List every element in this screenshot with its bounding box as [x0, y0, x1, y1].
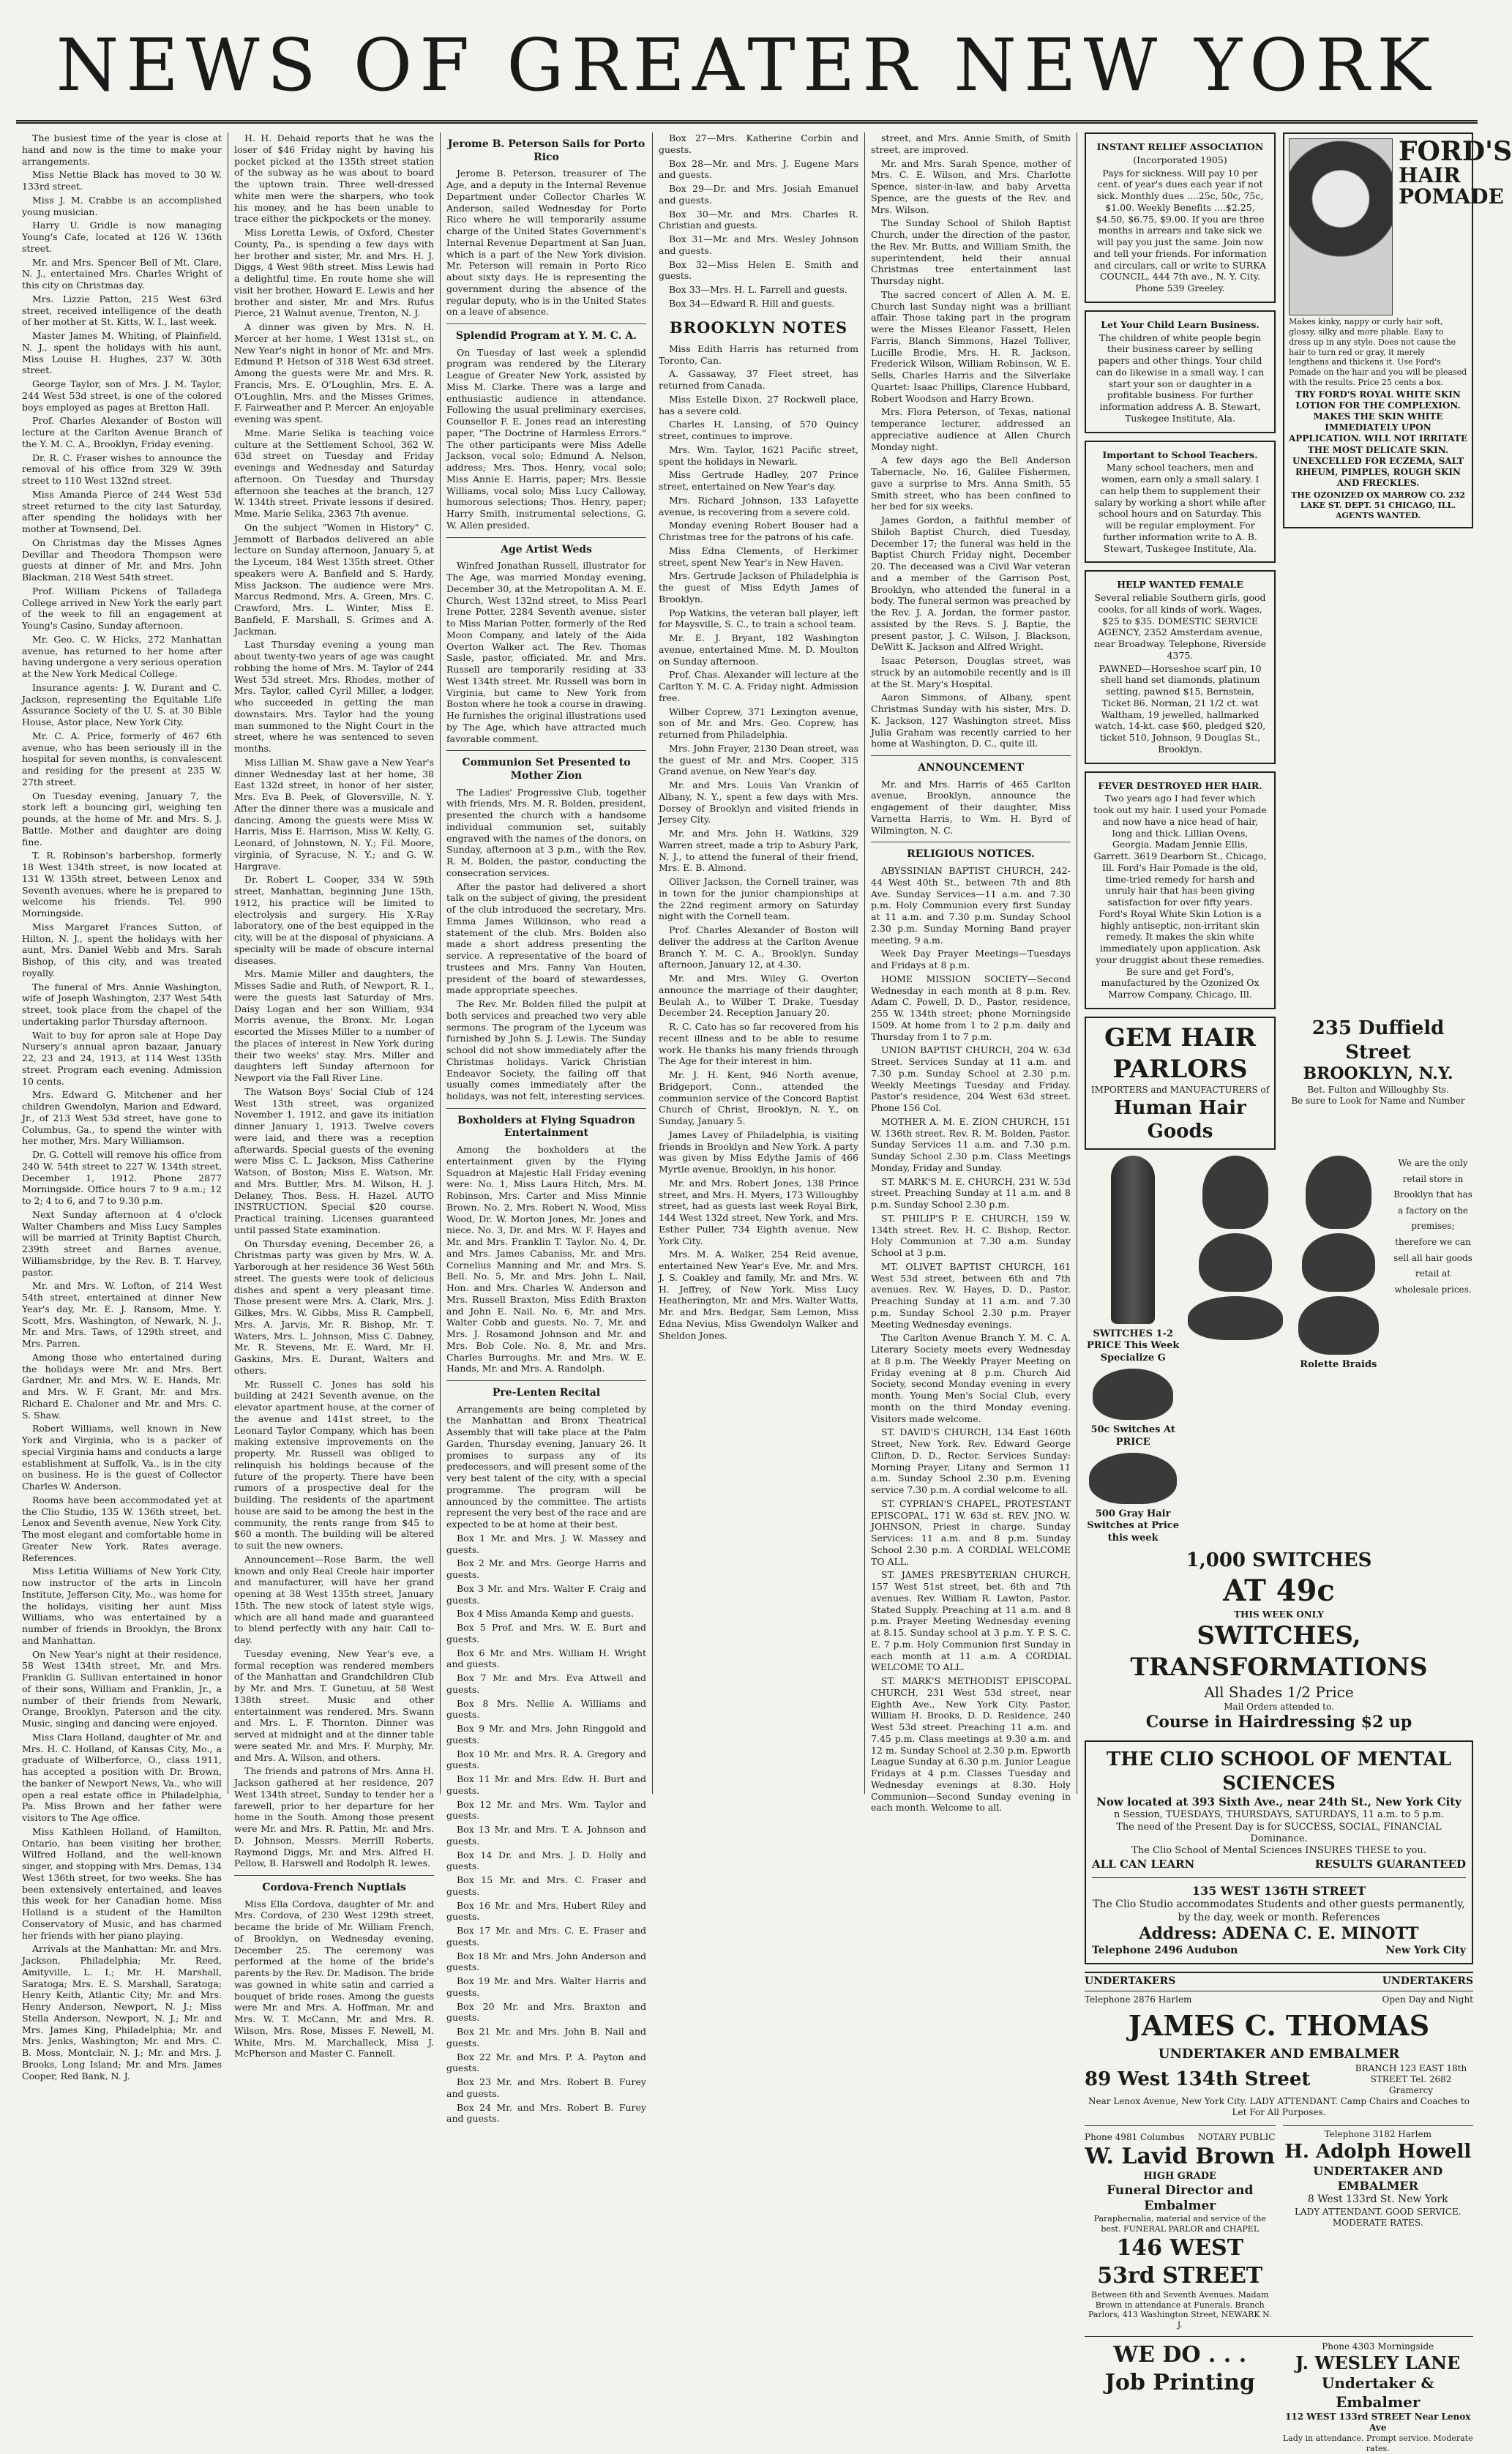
thomas-branch: BRANCH 123 EAST 18th STREET Tel. 2682 Gramercy: [1355, 2062, 1467, 2095]
ad-teachers-body: Many school teachers, men and women, earn only a small salary. I can help them to supplement their salary by working a short while after school hours and on Saturday. This will be regular employment. For further information write to A. B. Stewart, Tuskegee Institute, Ala.: [1094, 462, 1266, 554]
ford-ad: [1283, 132, 1512, 1017]
divider: [1092, 1877, 1466, 1878]
ad-clio-school: [1085, 1740, 1473, 1965]
paragraph: On New Year's night at their residence, 58 West 134th street, Mr. and Mrs. Franklin G. Sullivan entertained in honor of their sons, William and Franklin, Jr., a number of their friends from Newark, Orange, Brooklyn, Paterson and the city. Music, singing and dancing were enjoyed.: [22, 1648, 222, 1729]
brown-sub: Paraphernalia, material and service of the best. FUNERAL PARLOR and CHAPEL: [1093, 2214, 1266, 2234]
paragraph: On Tuesday evening, January 7, the stork left a bouncing girl, weighing ten pounds, at the home of Mr. and Mrs. S. J. Battle. Mother and daughter are doing fine.: [22, 790, 222, 848]
clio-location: Now located at 393 Sixth Ave., near 24th St., New York City: [1096, 1795, 1462, 1809]
thomas-address: 89 West 134th Street: [1085, 2068, 1311, 2091]
col3-ymca-paragraphs: [446, 347, 646, 531]
paragraph: Monday evening Robert Bouser had a Christmas tree for the patrons of his cafe.: [659, 520, 858, 543]
paragraph: Pop Watkins, the veteran ball player, left for Maysville, S. C., to train a school team.: [659, 607, 858, 630]
paragraph: Box 32—Miss Helen E. Smith and guests.: [659, 258, 858, 282]
thomas-name: JAMES C. THOMAS: [1128, 2009, 1430, 2043]
paragraph: Miss J. M. Crabbe is an accomplished young musician.: [22, 194, 222, 217]
ad-fords-pomade: [1283, 132, 1512, 528]
paragraph: Prof. William Pickens of Talladega College arrived in New York the early part of the week to fill an engagement at Young's Casino, Sunday afternoon.: [22, 585, 222, 631]
paragraph: Box 24 Mr. and Mrs. Robert B. Furey and guests.: [446, 2101, 646, 2125]
paragraph: Mrs. Mamie Miller and daughters, the Misses Sadie and Ruth, of Newport, R. I., were the guests last Saturday of Mrs. Daisy Logan and her son William, 934 Morris avenue, the Bronx. Mr. Logan escorted the Misses Miller to a number of the places of interest in New York during their two weeks' stay. Mrs. Miller and daughters left Sunday afternoon for Newport via the Fall River Line.: [234, 968, 434, 1083]
gem-caption-50c: 50c Switches At PRICE: [1090, 1424, 1175, 1448]
paragraph: ST. DAVID'S CHURCH, 134 East 160th Street, New York. Rev. Edward George Clifton, D. D., Rector. Services Sunday: Morning Prayer, Litany and Sermon 11 a.m. Sunday School 2.30 p.m. Evening service 7.30 p.m. A cordial welcome to all.: [871, 1426, 1071, 1495]
divider: [234, 1875, 434, 1876]
headline-brooklyn-notes: BROOKLYN NOTES: [669, 318, 848, 337]
paragraph: Isaac Peterson, Douglas street, was struck by an automobile recently and is ill at the St. Mary's Hospital.: [871, 655, 1071, 689]
col4-brooklyn-paragraphs: [659, 343, 858, 1342]
paragraph: A dinner was given by Mrs. N. H. Mercer at her home, 1 West 131st st., on New Year's night in honor of Mr. and Mrs. Edmund P. Hetson of 318 West 63d street. Among the guests were Mr. and Mrs. R. Francis, Mrs. E. O'Loughlin, Mrs. E. A. O'Loughlin, Mrs. and the Misses Grimes, F. Fairweather and P. Mercer. An enjoyable evening was spent.: [234, 321, 434, 424]
paragraph: Miss Lillian M. Shaw gave a New Year's dinner Wednesday last at her home, 38 East 132d street, in honor of her sister, Mrs. Eva B. Peek, of Gloversville, N. Y. After the dinner there was a musicale and dancing. Among the guests were Miss W. Harris, Miss E. Harrison, Miss W. Kelly, G. Leonard, of Johnstown, N. Y.; Fil. Moore, virginia, of Syracuse, N. Y.; and G. W. Hargrave.: [234, 756, 434, 872]
paragraph: Miss Ella Cordova, daughter of Mr. and Mrs. Cordova, of 230 West 129th street, became the bride of Mr. William French, of Brooklyn, on Wednesday evening, December 25. The ceremony was performed at the home of the bride's parents by the Rev. Dr. Madison. The bride was gowned in white satin and carried a bouquet of bride roses. Among the guests were Mr. and Mrs. A. Hoffman, Mr. and Mrs. W. T. McCann, Mr. and Mrs. R. Wilson, Mrs. Rose, Misses F. Newell, M. White, Mrs. M. Marchalleck, Miss J. McPherson and Master C. Fannell.: [234, 1898, 434, 2060]
gem-sub2: Human Hair Goods: [1114, 1096, 1246, 1143]
paragraph: Box 7 Mr. and Mrs. Eva Attwell and guests.: [446, 1672, 646, 1695]
gem-caption-gray: 500 Gray Hair Switches at Price this week: [1087, 1508, 1180, 1544]
hair-col-1: [1085, 1156, 1181, 1544]
paragraph: Charles H. Lansing, of 570 Quincy street, continues to improve.: [659, 419, 858, 442]
undertakers-label-left: UNDERTAKERS: [1085, 1975, 1176, 1988]
paragraph: ST. PHILIP'S P. E. CHURCH, 159 W. 134th street. Rev. H. C. Bishop, Rector. Holy Communion at 7.30 a.m. Sunday School at 3 p.m.: [871, 1212, 1071, 1258]
brown-title: Funeral Director and Embalmer: [1107, 2182, 1254, 2213]
headline-announcement: ANNOUNCEMENT: [918, 762, 1024, 774]
paragraph: Mr. and Mrs. W. Lofton, of 214 West 54th street, entertained at dinner New Year's day, Mr. E. J. Ransom, Mme. Y. Scott, Mrs. Washington, of Newark, N. J., Mr. and Mrs. Taws, of 129th street, and Mrs. Parren.: [22, 1280, 222, 1349]
paragraph: Winfred Jonathan Russell, illustrator for The Age, was married Monday evening, December 30, at the Metropolitan A. M. E. Church, West 132nd street, to Miss Pearl Irene Potter, 2284 Seventh avenue, sister to Miss Marian Potter, formerly of the Red Moon Company, and lately of the Aida Overton Walker act. The Rev. Thomas Sasle, pastor, officiated. Mr. and Mrs. Russell are temporarily residing at 33 West 134th street. Mr. Russell was born in Virginia, but came to New York from Boston where he took a course in drawing. He furnishes the original illustrations used by The Age, which have attracted much favorable comment.: [446, 560, 646, 744]
paragraph: Mr. and Mrs. Harris of 465 Carlton avenue, Brooklyn, announce the engagement of their daughter, Miss Varnetta Harris, to Wm. H. Byrd of Wilmington, N. C.: [871, 778, 1071, 836]
paragraph: Miss Margaret Frances Sutton, of Hilton, N. J., spent the holidays with her aunt, Mrs. Daniel Webb and Mrs. Sarah Bishop, of this city, and was treated royally.: [22, 921, 222, 979]
clio-insures: The Clio School of Mental Sciences INSURES THESE to you.: [1131, 1845, 1426, 1857]
we-do: WE DO . . .: [1113, 2342, 1247, 2368]
paragraph: Box 20 Mr. and Mrs. Braxton and guests.: [446, 2000, 646, 2024]
ad-business-title: Let Your Child Learn Business.: [1101, 318, 1260, 330]
lane-address: 112 WEST 133rd STREET Near Lenox Ave: [1285, 2411, 1471, 2433]
job-printing-ad: [1085, 2341, 1276, 2454]
paragraph: On the subject "Women in History" C. Jemmott of Barbados delivered an able lecture on Sunday afternoon, January 5, at the Lyceum, 184 West 135th street. Other speakers were A. Banfield and S. Hardy, Miss Jackson. The audience were Mrs. Marcus Redmond, Mrs. A. Green, Mrs. C. Crawford, Mrs. L. Winter, Miss E. Banfield, F. Marshall, S. Grimes and A. Jackman.: [234, 521, 434, 637]
columns: [16, 132, 1512, 2453]
paragraph: Mme. Marie Selika is teaching voice culture at the Settlement School, 362 W. 63d street on Tuesday and Friday evenings and Wednesday and Saturday afternoon. On Tuesday and Thursday afternoon she teaches at the branch, 127 W. 134th street. Private lessons if desired. Mme. Marie Selika, 2363 7th avenue.: [234, 427, 434, 519]
paragraph: Box 11 Mr. and Mrs. Edw. H. Burt and guests.: [446, 1773, 646, 1796]
ad-pawned-body: PAWNED—Horseshoe scarf pin, 10 shell hand set diamonds, platinum setting, pawned $15, Bernstein, Ticket 86. Norman, 21 1/2 ct. wat Waltham, 19 jewelled, hallmarked watch, 14-kt. case $60, pledged $20, ticket 510, Johnson, 9 Douglas St., Brooklyn.: [1094, 662, 1266, 755]
paragraph: Box 9 Mr. and Mrs. John Ringgold and guests.: [446, 1723, 646, 1746]
col3-peterson-paragraphs: [446, 168, 646, 318]
gem-course: Course in Hairdressing $2 up: [1145, 1713, 1412, 1732]
paragraph: Mr. J. H. Kent, 946 North avenue, Bridgeport, Conn., attended the communion service of the Concord Baptist Church of Christ, Brooklyn, N. Y., on Sunday, January 5.: [659, 1069, 858, 1127]
ford-brand: FORD'S: [1399, 136, 1512, 167]
paragraph: Box 28—Mr. and Mrs. J. Eugene Mars and guests.: [659, 157, 858, 181]
brown-notary: NOTARY PUBLIC: [1198, 2132, 1276, 2143]
paragraph: On Christmas day the Misses Agnes Devillar and Theodora Thompson were guests at dinner of Mr. and Mrs. John Blackman, 218 West 54th street.: [22, 536, 222, 583]
ad-business-body: The children of white people begin their business career by selling papers and other things. Your child can do likewise in a small way. I can start your son or daughter in a profitable business. For further information address A. B. Stewart, Tuskegee Institute, Ala.: [1096, 332, 1265, 424]
paragraph: Mr. and Mrs. Robert Jones, 138 Prince street, and Mrs. H. Myers, 173 Willoughby street, had as guests last week Royal Birk, 144 West 132d street, New York, and Mrs. Esther Puller, 734 Eighth avenue, New York City.: [659, 1177, 858, 1246]
paragraph: MOTHER A. M. E. ZION CHURCH, 151 W. 136th street. Rev. R. M. Bolden, Pastor. Sunday Services 11 a.m. and 7.30 p.m. Sunday School 2.30 p.m. Class Meetings Monday, Friday and Sunday.: [871, 1115, 1071, 1173]
headline-pre-lenten: Pre-Lenten Recital: [492, 1387, 601, 1399]
thomas-open: Open Day and Night: [1382, 1994, 1473, 2005]
column-1: [16, 132, 228, 2081]
howell-name: H. Adolph Howell: [1284, 2141, 1472, 2163]
undertakers-label-right: UNDERTAKERS: [1382, 1975, 1473, 1988]
headline-religious-notices: RELIGIOUS NOTICES.: [907, 848, 1035, 861]
hair-wig-image: [1188, 1296, 1283, 1340]
paragraph: The friends and patrons of Mrs. Anna H. Jackson gathered at her residence, 207 West 134th street, Sunday to tender her a farewell, prior to her departure for her home in the South. Among those present were Mr. and Mrs. R. Pattin, Mr. and Mrs. D. Johnson, Messrs. Merrill Roberts, Raymond Diggs, Mr. and Mrs. Alfred H. Pellow, B. Harswell and Rodolph R. Iewes.: [234, 1765, 434, 1869]
headline-ymca: Splendid Program at Y. M. C. A.: [455, 330, 637, 342]
ford-product: HAIR POMADE: [1399, 163, 1504, 209]
paragraph: Mr. and Mrs. Spencer Bell of Mt. Clare, N. J., entertained Mrs. Charles Wright of this city on Christmas day.: [22, 256, 222, 291]
woman-portrait-image: [1289, 138, 1393, 315]
paragraph: James Gordon, a faithful member of Shiloh Baptist Church, died Tuesday, December 17; the funeral was held in the Baptist Church Friday night, December 20. The deceased was a Civil War veteran and a member of the Garrison Post, Brooklyn, who attended the funeral in a body. The funeral sermon was preached by the Rev. J. A. Jordan, the former pastor, assisted by the Revs. S. J. Baptie, the present pastor, J. C. Wilson, J. Blackson, DeWitt K. Jackson and Alfred Wright.: [871, 515, 1071, 653]
paragraph: Announcement—Rose Barm, the well known and only Real Creole hair importer and manufacturer, will have her grand opening at 38 West 135th street, January 15th. The new stock of latest style wigs, which are all hand made and guaranteed to blend perfectly with any hair. Call to-day.: [234, 1553, 434, 1645]
howell-title: UNDERTAKER AND EMBALMER: [1313, 2164, 1443, 2193]
paragraph: Mrs. Richard Johnson, 133 Lafayette avenue, is recovering from a severe cold.: [659, 494, 858, 517]
paragraph: Box 29—Dr. and Mrs. Josiah Emanuel and guests.: [659, 183, 858, 206]
paragraph: Master James M. Whiting, of Plainfield, N. J., spent the holidays with his aunt, Miss Louise H. Hughes, 237 W. 30th street.: [22, 330, 222, 376]
clio-results: RESULTS GUARANTEED: [1314, 1857, 1466, 1871]
headline-communion: Communion Set Presented to Mother Zion: [462, 757, 631, 782]
paragraph: Mr. E. J. Bryant, 182 Washington avenue, entertained Mme. M. D. Moulton on Sunday afternoon.: [659, 632, 858, 667]
ad-help-wanted: [1085, 570, 1276, 763]
paragraph: Robert Williams, well known in New York and Virginia, who is a packer of special Virginia hams and conducts a large establishment at Suffolk, Va., is in the city on business. He is the guest of Collector Charles W. Anderson.: [22, 1423, 222, 1492]
paragraph: Box 3 Mr. and Mrs. Walter F. Craig and guests.: [446, 1582, 646, 1606]
gem-address: [1283, 1017, 1473, 1150]
ad-help-title: HELP WANTED FEMALE: [1117, 579, 1243, 591]
ads-column: [1077, 132, 1512, 2453]
paragraph: Miss Edith Harris has returned from Toronto, Can.: [659, 343, 858, 366]
paragraph: Prof. Chas. Alexander will lecture at the Carlton Y. M. C. A. Friday night. Admission free.: [659, 669, 858, 703]
paragraph: H. H. Dehaid reports that he was the loser of $46 Friday night by having his pocket picked at the 135th street station of the subway as he was about to board the uptown train. Three well-dressed white men were the sharpers, who took his money, and he has been unable to trace either the pickpockets or the money.: [234, 132, 434, 225]
col3-communion-paragraphs: [446, 787, 646, 1102]
paragraph: Box 13 Mr. and Mrs. T. A. Johnson and guests.: [446, 1824, 646, 1847]
col5-paragraphs: [871, 132, 1071, 749]
hair-switch-image: [1089, 1453, 1177, 1504]
gem-products: [1085, 1156, 1473, 1544]
howell-ad: [1283, 2125, 1474, 2330]
paragraph: Mr. Russell C. Jones has sold his building at 2421 Seventh avenue, on the elevator apartment house, at the corner of the avenue and 141st street, to the Leonard Taylor Company, which has been making extensive improvements on the property. Mr. Russell was obliged to relinquish his holdings because of the future of the property. There have been rumors of a prospective deal for the building. The residents of the apartment house are said to be among the best in the community, the rents range from $45 to $60 a month. The building will be altered to suit the new owners.: [234, 1378, 434, 1551]
col1-paragraphs: [22, 132, 222, 2081]
clio-all-learn: ALL CAN LEARN: [1092, 1857, 1195, 1871]
thomas-title: UNDERTAKER AND EMBALMER: [1158, 2046, 1400, 2062]
paragraph: Arrivals at the Manhattan: Mr. and Mrs. Jackson, Philadelphia; Mr. Reed, Amityville, L. I.; Mr. H. Marshall, Saratoga; Mrs. E. S. Marshall, Saratoga; Henry Keith, Atlantic City; Mr. and Mrs. Henry Anderson, Newport, N. J.; Miss Stella Anderson, Newport, N. J.; Mr. and Mrs. James King, Philadelphia; Mr. and Mrs. Jenks, Washington; Mr. and Mrs. C. B. Moss, Montclair, N. J.; Mr. and Mrs. J. Brooks, Long Island; Mr. and Mrs. James Cooper, Red Bank, N. J.: [22, 1943, 222, 2081]
divider: [871, 755, 1071, 756]
paragraph: Box 18 Mr. and Mrs. John Anderson and guests.: [446, 1950, 646, 1973]
hair-col-3: [1290, 1156, 1387, 1544]
howell-address: 8 West 133rd St. New York: [1307, 2193, 1448, 2206]
paragraph: Among the boxholders at the entertainment given by the Flying Squadron at Majestic Hall Friday evening were: No. 1, Miss Laura Hitch, Mrs. M. Robinson, Mrs. Carter and Miss Minnie Brown. No. 2, Mrs. Robert N. Wood, Miss Wood, Dr. W. Morton Jones, Mr. Jones and niece. No. 3, Dr. and Mrs. W. F. Hayes and Mr. and Mrs. Franklin T. Taylor. No. 4, Dr. and Mrs. James Cabaniss, Mr. and Mrs. Cornelius Manning and Mr. and Mrs. S. Bell. No. 5, Mr. and Mrs. John L. Nail, Hon. and Mrs. Charles W. Anderson and Mrs. Russell Braxton, Miss Edith Braxton and John E. Nail. No. 6, Mr. and Mrs. Walter Cobb and guests. No. 7, Mr. and Mrs. J. Rosamond Johnson and Mr. and Mrs. Bob Cole. No. 8, Mr. and Mrs. Charles Burroughs. Mr. and Mrs. W. E. Hands, Mr. and Mrs. A. Randolph.: [446, 1144, 646, 1374]
col5-announcement-paragraphs: [871, 779, 1071, 837]
paragraph: Box 12 Mr. and Mrs. Wm. Taylor and guests.: [446, 1798, 646, 1822]
paragraph: Dr. G. Cottell will remove his office from 240 W. 54th street to 227 W. 134th street, December 1, 1912. Phone 2877 Morningside. Office hours 7 to 9 a.m.; 12 to 2; 4 to 6, and 7 to 9.30 p.m.: [22, 1149, 222, 1206]
lane-title: Undertaker & Embalmer: [1321, 2374, 1434, 2411]
divider: [446, 323, 646, 324]
col3-artist-paragraphs: [446, 560, 646, 744]
divider: [446, 750, 646, 751]
col3-boxholders-paragraphs: [446, 1144, 646, 1374]
paragraph: Jerome B. Peterson, treasurer of The Age, and a deputy in the Internal Revenue Department under Collector Charles W. Anderson, sailed Wednesday for Porto Rico where he will temporarily assume charge of the United States Government's Internal Revenue Department at San Juan, which is a part of the New York division. Mr. Peterson will remain in Porto Rico about sixty days. He is representing the government during the absence of the regular deputy, who is in the United States on a leave of absence.: [446, 168, 646, 318]
gem-sub1: IMPORTERS and MANUFACTURERS of: [1090, 1085, 1270, 1096]
paragraph: Mr. C. A. Price, formerly of 467 6th avenue, who has been seriously ill in the hospital for seven months, is convalescent and residing for the present at 235 W. 27th street.: [22, 730, 222, 788]
paragraph: Wait to buy for apron sale at Hope Day Nursery's annual apron bazaar, January 22, 23 and 24, 1913, at 114 West 135th street. Program each evening. Admission 10 cents.: [22, 1029, 222, 1087]
paragraph: Next Sunday afternoon at 4 o'clock Walter Chambers and Miss Lucy Samples will be married at Trinity Baptist Church, 239th street and Barnes avenue, Williamsbridge, by the Rev. B. T. Harvey, pastor.: [22, 1208, 222, 1278]
paragraph: Mrs. Wm. Taylor, 1621 Pacific street, spent the holidays in Newark.: [659, 444, 858, 467]
howell-foot: LADY ATTENDANT. GOOD SERVICE. MODERATE RATES.: [1294, 2207, 1462, 2229]
gem-city: BROOKLYN, N.Y.: [1303, 1064, 1453, 1084]
paragraph: Box 34—Edward R. Hill and guests.: [669, 297, 835, 309]
paragraph: The sacred concert of Allen A. M. E. Church last Sunday night was a brilliant affair. Those taking part in the program were the Misses Eleanor Fassett, Helen Farris, Blanch Simmons, Hazel Tolliver, Lucille Brodie, Mrs. H. R. Jackson, Frederick Wilson, William Robinson, W. E. Sells, Charles Harris and the Silverlake Quartet: Isaac Phillips, Clarence Hubbard, Robert Woodson and Harry Brown.: [871, 288, 1071, 404]
paragraph: Miss Gertrude Hadley, 207 Prince street, entertained on New Year's day.: [659, 469, 858, 493]
clio-footer: [1092, 1945, 1466, 1958]
gem-street: 235 Duffield Street: [1311, 1017, 1445, 1063]
ad-relief-body: Pays for sickness. Will pay 10 per cent. of year's dues each year if not sick. Monthly dues ....25c, 50c, 75c, $1.00. Weekly Benefits ....$2.25, $4.50, $6.75, $9.00. If you are three months in arrears and take sick we will pay you just the same. Join now and tell your friends. For information and circulars, call or write to SURKA COUNCIL, 444 7th ave., N. Y. City. Phone 539 Greeley.: [1093, 167, 1267, 293]
paragraph: Box 19 Mr. and Mrs. Walter Harris and guests.: [446, 1975, 646, 1998]
paragraph: Harry U. Gridle is now managing Young's Cafe, located at 126 W. 136th street.: [22, 220, 222, 254]
paragraph: Box 14 Dr. and Mrs. J. D. Holly and guests.: [446, 1849, 646, 1872]
brown-tel: Phone 4981 Columbus: [1085, 2132, 1185, 2143]
gem-week-only: THIS WEEK ONLY: [1234, 1609, 1324, 1620]
ad-fever-body: Two years ago I had fever which took out my hair. I used your Pomade and now have a nice head of hair, long and thick. Lillian Ovens, Georgia. Madam Jennie Ellis, Garrett. 3619 Dearborn St., Chicago, Ill. Ford's Hair Pomade is the old, time-tried remedy for harsh and unruly hair that has been giving satisfaction for over fifty years. Ford's Royal White Skin Lotion is a highly antiseptic, non-irritant skin remedy. It makes the skin white immediately upon application. Ask your druggist about these remedies. Be sure and get Ford's, manufactured by the Ozonized Ox Marrow Company, Chicago, Ill.: [1093, 793, 1267, 1000]
gem-shades: All Shades 1/2 Price: [1204, 1683, 1354, 1701]
lane-foot: Lady in attendance. Prompt service. Moderate rates.: [1282, 2434, 1473, 2453]
paragraph: Tuesday evening, New Year's eve, a formal reception was rendered members of the Manhattan and Grandchildren Club by Mr. and Mrs. T. Gunetuu, at 58 West 138th street. Music and other entertainment was rendered. Mrs. Swann and Mrs. L. F. Thornton. Dinner was served at midnight and at the dinner table were seated Mr. and Mrs. F. Murphy, Mr. and Mrs. A. Wilson, and others.: [234, 1647, 434, 1763]
gem-side-text: We are the only retail store in Brooklyn that has a factory on the premises; therefore we can sell all hair goods retail at wholesale prices.: [1393, 1158, 1472, 1295]
gem-49c: AT 49c: [1223, 1573, 1335, 1608]
paragraph: Mrs. M. A. Walker, 254 Reid avenue, entertained New Year's Eve. Mr. and Mrs. J. S. Coakley and family, Mr. and Mrs. W. H. Jeffrey, of New York. Miss Lucy Heatherington, Mr. and Mrs. Walter Watts, Mr. and Mrs. Bedgar, Sam Lemon, Miss Edna Nevius, Miss Gwendolyn Walker and Sheldon Jones.: [659, 1249, 858, 1341]
paragraph: Box 23 Mr. and Mrs. Robert B. Furey and guests.: [446, 2076, 646, 2099]
paragraph: Box 15 Mr. and Mrs. C. Fraser and guests.: [446, 1874, 646, 1897]
paragraph: Box 21 Mr. and Mrs. John B. Nail and guests.: [446, 2026, 646, 2049]
brown-ad: [1085, 2125, 1276, 2330]
column-3: [441, 132, 653, 2125]
clio-phone: Telephone 2496 Audubon: [1092, 1944, 1238, 1956]
paragraph: Box 10 Mr. and Mrs. R. A. Gregory and guests.: [446, 1748, 646, 1771]
paragraph: Prof. Charles Alexander of Boston will lecture at the Carlton Avenue Branch of the Y. M. C. A., Brooklyn, Friday evening.: [22, 415, 222, 449]
paragraph: Miss Loretta Lewis, of Oxford, Chester County, Pa., is spending a few days with her brother and sister, Mr. and Mrs. H. J. Diggs, 4 West 98th street. Miss Lewis had a delightful time. En route home she will visit her brother, Howard E. Lewis and her brother and sister, Mr. and Mrs. Rufus Pierce, 21 Walnut avenue, Trenton, N. J.: [234, 227, 434, 319]
paragraph: Prof. Charles Alexander of Boston will deliver the address at the Carlton Avenue Branch Y. M. C. A., Brooklyn, Sunday afternoon, January 12, at 4.30.: [659, 924, 858, 970]
paragraph: Mr. and Mrs. John H. Watkins, 329 Warren street, made a trip to Asbury Park, N. J., to attend the funeral of their friend, Mrs. E. B. Almond.: [659, 828, 858, 874]
brown-name: W. Lavid Brown: [1085, 2144, 1275, 2170]
ad-school-teachers: [1085, 441, 1276, 564]
gem-title-box: [1085, 1017, 1276, 1150]
paragraph: Insurance agents: J. W. Durant and C. Jackson, representing the Equitable Life Assurance Society of the U. S. at 30 Bible House, Astor place, New York City.: [22, 681, 222, 727]
paragraph: Mr. and Mrs. Sarah Spence, mother of Mrs. C. E. Wilson, and Mrs. Charlotte Spence, sister-in-law, and baby Arvetta Spence, are the guests of the Rev. and Mrs. Wilson.: [871, 157, 1071, 215]
divider: [446, 537, 646, 538]
paragraph: The Carlton Avenue Branch Y. M. C. A. Literary Society meets every Wednesday at 8 p.m. The Weekly Prayer Meeting on Friday evening at 8 p.m. Church Aid Society, second Monday evening in every month. Young Men's Social Club, every month on the third Monday evening. Visitors made welcome.: [871, 1332, 1071, 1424]
paragraph: UNION BAPTIST CHURCH, 204 W. 63d Street. Services Sunday at 11 a.m. and 7.30 p.m. Sunday School at 2.30 p.m. Weekly Meetings Tuesday and Friday. Pastor's residence, 204 West 63d street. Phone 156 Col.: [871, 1044, 1071, 1113]
ad-relief-sub: (Incorporated 1905): [1133, 154, 1227, 165]
paragraph: Miss Letitia Williams of New York City, now instructor of the arts in Lincoln Institute, Jefferson City, Mo., was home for the holidays, visiting her aunt Miss Williams, who was entertained by a number of friends in Brooklyn, the Bronx and Manhattan.: [22, 1565, 222, 1646]
paragraph: Box 31—Mr. and Mrs. Wesley Johnson and guests.: [659, 233, 858, 256]
paragraph: R. C. Cato has so far recovered from his recent illness and to be able to resume work. He thanks his many friends through The Age for their interest in him.: [659, 1021, 858, 1067]
ford-text: [1399, 138, 1512, 208]
paragraph: T. R. Robinson's barbershop, formerly 18 West 134th street, is now located at 131 W. 135th street, between Lenox and Seventh avenues, where he is prepared to welcome his friends. Tel. 990 Morningside.: [22, 850, 222, 919]
paragraph: Arrangements are being completed by the Manhattan and Bronx Theatrical Assembly that will take place at the Palm Garden, Thursday evening, January 26. It promises to surpass any of its predecessors, and will present some of the very best talent of the city, with a special programme. The program will be announced by the committee. The artists represent the very best of the race and are expected to be at home at their best.: [446, 1403, 647, 1530]
paragraph: Miss Edna Clements, of Herkimer street, spent New Year's in New Haven.: [659, 545, 858, 568]
paragraph: Mrs. John Frayer, 2130 Dean street, was the guest of Mr. and Mrs. Cooper, 315 Grand avenue, on New Year's day.: [659, 742, 858, 777]
brown-topline: [1085, 2132, 1276, 2143]
ads-top-row: [1085, 132, 1512, 1017]
clio-studio: The Clio Studio accommodates Students and other guests permanently, by the day, week or month. References: [1093, 1898, 1465, 1923]
paragraph: Box 1 Mr. and Mrs. J. W. Massey and guests.: [446, 1532, 646, 1555]
paragraph: ST. MARK'S M. E. CHURCH, 231 W. 53d street. Preaching Sunday at 11 a.m. and 8 p.m. Sunday School 2.30 p.m.: [871, 1175, 1071, 1210]
paragraph: Miss Estelle Dixon, 27 Rockwell place, has a severe cold.: [659, 393, 858, 416]
rolette-braids-image: [1298, 1296, 1379, 1355]
gem-between: Bet. Fulton and Willoughby Sts.: [1307, 1084, 1449, 1095]
ad-help-body: Several reliable Southern girls, good cooks, for all kinds of work. Wages, $25 to $35. DOMESTIC SERVICE AGENCY, 2352 Amsterdam avenue, near Broadway. Telephone, Riverside 4375.: [1093, 592, 1267, 661]
gem-offers: [1085, 1549, 1473, 1733]
ford-layout: [1289, 136, 1512, 315]
paragraph: On Tuesday of last week a splendid program was rendered by the Literary League of Greater New York, assisted by Miss M. Clarke. There was a large and enthusiastic audience in attendance. Following the usual preliminary exercises, Counsellor F. E. Jones read an interesting paper, "The Doctrine of Harmless Errors." The other participants were Miss Adelle Jackson, vocal solo; Edmund A. Nelson, address; Mrs. Thos. Henry, vocal solo; Miss Annie E. Harris, paper; Mrs. Bessie Williams, vocal solo; Miss Lucy Calloway, humorous selections; Thos. Henry, paper; Harry Smith, instrumental selections, G. W. Allen presided.: [446, 346, 646, 531]
gem-title: GEM HAIR PARLORS: [1104, 1022, 1257, 1084]
paragraph: Box 33—Mrs. H. L. Farrell and guests.: [669, 284, 847, 295]
gem-mail: Mail Orders attended to.: [1224, 1702, 1334, 1713]
divider: [446, 1380, 646, 1381]
hair-wig-image: [1199, 1233, 1272, 1292]
column-5: [865, 132, 1077, 1814]
hair-switch-image: [1111, 1156, 1155, 1324]
paragraph: After the pastor had delivered a short talk on the subject of giving, the president of the club introduced the secretary, Mrs. Emma James Wilkinson, who read a statement of the club. Mrs. Bolden also made a short address presenting the service. A representative of the board of trustees and Mrs. Fanny Van Houten, president of the board of stewardesses, made appropriate speeches.: [446, 880, 646, 996]
hair-wig-image: [1202, 1156, 1268, 1229]
ad-instant-relief: [1085, 132, 1276, 303]
thomas-line: Near Lenox Avenue, New York City. LADY ATTENDANT. Camp Chairs and Coaches to Let For All Purposes.: [1088, 2096, 1470, 2118]
ad-fever-title: FEVER DESTROYED HER HAIR.: [1098, 779, 1262, 791]
gem-transformations: SWITCHES, TRANSFORMATIONS: [1130, 1621, 1428, 1683]
clio-title: THE CLIO SCHOOL OF MENTAL SCIENCES: [1106, 1748, 1452, 1795]
paragraph: Box 27—Mrs. Katherine Corbin and guests.: [659, 132, 858, 155]
paragraph: On Thursday evening, December 26, a Christmas party was given by Mrs. W. A. Yarborough at her residence 36 West 56th street. The guests were took of delicious dishes and spent a very pleasant time. Those present were Mrs. A. Clark, Mrs. J. Gilkes, Mrs. W. Gibbs, Miss R. Campbell, Mrs. A. Jarvis, Mr. R. Bishop, Mr. T. Waters, Mrs. L. Johnson, Miss C. Dabney, Mr. R. Stevens, Mr. E. Ward, Mr. H. Gaskins, Mrs. E. Durant, Walters and others.: [234, 1238, 434, 1376]
lane-name: J. WESLEY LANE: [1295, 2352, 1461, 2374]
col2-paragraphs-2: [234, 1899, 434, 2060]
paragraph: Olliver Jackson, the Cornell trainer, was in town for the junior championships at the 22nd regiment armory on Saturday night with the Cornell team.: [659, 876, 858, 922]
paragraph: The Ladies' Progressive Club, together with friends, Mrs. M. R. Bolden, president, presented the church with a handsome individual communion set, suitably engraved with the names of the donors, on Sunday, afternoon at 3 p.m., with the Rev. R. M. Bolden, the pastor, conducting the consecration services.: [446, 786, 646, 878]
paragraph: Among those who entertained during the holidays were Mr. and Mrs. Bert Gardner, Mr. and Mrs. W. E. Hands, Mr. and Mrs. W. F. Grant, Mr. and Mrs. Richard E. Chaloner and Mr. and Mrs. C. S. Shaw.: [22, 1351, 222, 1421]
paragraph: ST. CYPRIAN'S CHAPEL, PROTESTANT EPISCOPAL, 171 W. 63d st. REV. JNO. W. JOHNSON, Priest in charge. Sunday Services: 11 a.m. and 8 p.m. Sunday School 2.30 p.m. A CORDIAL WELCOME TO ALL.: [871, 1497, 1071, 1567]
paragraph: Box 17 Mr. and Mrs. C. E. Fraser and guests.: [446, 1925, 646, 1948]
hair-wig-image: [1306, 1156, 1371, 1229]
paragraph: Wilber Coprew, 371 Lexington avenue, son of Mr. and Mrs. Geo. Coprew, has returned from Philadelphia.: [659, 706, 858, 741]
paragraph: The Watson Boys' Social Club of 124 West 13th street, was organized November 1, 1912, and gave its initiation dinner January 1, 1913. Twelve covers were laid, and there was a reception afterwards. Special guests of the evening were Miss C. L. Jackson, Miss Catherine Watson, of Boston; Miss E. Watson, Mr. and Mrs. Buttler, Mrs. M. Wilson, H. J. Delaney, Thos. Bess. H. Hazel. AUTO INSTRUCTION. Special $20 course. Practical training. Licenses guaranteed until passed State examination.: [234, 1085, 434, 1235]
paragraph: James Lavey of Philadelphia, is visiting friends in Brooklyn and New York. A party was given by Miss Edythe Jamis of 466 Myrtle avenue, Brooklyn, in his honor.: [659, 1129, 858, 1175]
masthead: [16, 12, 1478, 124]
gem-lookfor: Be sure to Look for Name and Number: [1291, 1096, 1465, 1107]
paragraph: Mrs. Edward G. Mitchener and her children Gwendolyn, Marion and Edward, Jr., of 213 West 53d street, have gone to Columbus, Ga., to spend the winter with her mother, Mrs. Mary Williamson.: [22, 1089, 222, 1147]
paragraph: Mrs. Lizzie Patton, 215 West 63rd street, received intelligence of the death of her mother at St. Kitts, W. I., last week.: [22, 293, 222, 328]
paragraph: street, and Mrs. Annie Smith, of Smith street, are improved.: [871, 132, 1071, 155]
headline-cordova-french: Cordova-French Nuptials: [262, 1882, 406, 1893]
clio-learn-row: [1092, 1858, 1466, 1871]
paragraph: Miss Clara Holland, daughter of Mr. and Mrs. H. C. Holland, of Kansas City, Mo., a graduate of Wilberforce, O., class 1911, has accepted a position with Dr. Brown, the banker of Newport News, Va., who will open a real estate office in Philadelphia, Pa. Miss Brown and her father were visitors to The Age office.: [22, 1731, 222, 1823]
paragraph: Mr. and Mrs. Louis Van Vrankin of Albany, N. Y., spent a few days with Mrs. Dorsey of Brooklyn and visited friends in Jersey City.: [659, 779, 858, 826]
ads-left-stack: [1085, 132, 1276, 1017]
paragraph: Box 6 Mr. and Mrs. William H. Wright and guests.: [446, 1647, 646, 1670]
ad-fever: [1085, 771, 1276, 1009]
ford-maker: THE OZONIZED OX MARROW CO. 232 LAKE ST. DEPT. 51 CHICAGO, ILL. AGENTS WANTED.: [1291, 490, 1465, 520]
thomas-address-row: [1085, 2063, 1473, 2096]
clio-need: The need of the Present Day is for SUCCESS, SOCIAL, FINANCIAL Dominance.: [1116, 1821, 1442, 1845]
headline-peterson: Jerome B. Peterson Sails for Porto Rico: [447, 138, 645, 163]
thomas-tel: Telephone 2876 Harlem: [1085, 1994, 1192, 2005]
hair-col-2: [1187, 1156, 1284, 1544]
undertakers-header: [1085, 1972, 1473, 1991]
column-4: [653, 132, 865, 1794]
paragraph: Rooms have been accommodated yet at the Clio Studio, 135 W. 136th street, bet. Lenox and Seventh avenue, New York City. The most elegant and comfortable home in Greater New York. Rates average. References.: [22, 1494, 222, 1563]
paragraph: Miss Kathleen Holland, of Hamilton, Ontario, has been visiting her brother, Wilfred Holland, and the well-known singer, and stopping with Mrs. Demas, 134 West 136th street, for two weeks. She has been extensively entertained, and leaves this week for her Canadian home. Miss Holland is a student of the Hamilton Conservatory of Music, and has charmed her friends with her piano playing.: [22, 1825, 222, 1941]
paragraph: The Rev. Mr. Bolden filled the pulpit at both services and preached two very able sermons. The program of the Lyceum was furnished by John S. J. Lewis. The Sunday school did not show immediately after the Christmas holidays. Varick Christian Endeavor Society, the failing off that usually comes immediately after the holidays, was not felt, interesting services.: [446, 998, 646, 1101]
brown-grade: HIGH GRADE: [1143, 2171, 1216, 2182]
paragraph: Box 5 Prof. and Mrs. W. E. Burt and guests.: [446, 1622, 646, 1645]
col5-religious-paragraphs: [871, 865, 1071, 1814]
col4-box-list: [659, 132, 858, 310]
paragraph: ST. MARK'S METHODIST EPISCOPAL CHURCH, 231 West 53d street, near Eighth Ave., New York City. Pastor, William H. Brooks, D. D. Residence, 240 West 53d street. Preaching 11 a.m. and 7.45 p.m. Class meetings at 9.30 a.m. and 12 m. Sunday School at 2.30 p.m. Epworth League Sunday at 6.30 p.m. Junior League Fridays at 4 p.m. Classes Tuesday and Wednesday evenings at 8.30. Holy Communion—Second Sunday evening in each month. Welcome to all.: [871, 1675, 1071, 1814]
col2-paragraphs: [234, 132, 434, 1869]
paragraph: Box 8 Mrs. Nellie A. Williams and guests.: [446, 1697, 646, 1721]
gem-header: [1085, 1017, 1473, 1150]
paragraph: Mrs. Flora Peterson, of Texas, national temperance lecturer, addressed an appreciative audience at Allen Church Monday night.: [871, 406, 1071, 452]
headline-artist-weds: Age Artist Weds: [501, 543, 592, 555]
paragraph: A. Gassaway, 37 Fleet street, has returned from Canada.: [659, 368, 858, 392]
paragraph: The funeral of Mrs. Annie Washington, wife of Joseph Washington, 237 West 54th street, took place from the chapel of the undertaking parlor Thursday afternoon.: [22, 981, 222, 1027]
paragraph: Miss Amanda Pierce of 244 West 53d street returned to the city last Saturday, after spending the holidays with her mother at Townsend, Del.: [22, 488, 222, 534]
gem-1000-switches: 1,000 SWITCHES: [1186, 1549, 1372, 1572]
job-printing: Job Printing: [1104, 2369, 1255, 2395]
brown-foot: Between 6th and Seventh Avenues. Madam Brown in attendance at Funerals. Branch Parlors, 413 Washington Street, NEWARK N. J.: [1088, 2289, 1272, 2330]
thomas-topline: [1085, 1994, 1473, 2005]
paragraph: Box 2 Mr. and Mrs. George Harris and guests.: [446, 1557, 646, 1581]
paragraph: ABYSSINIAN BAPTIST CHURCH, 242-44 West 40th St., between 7th and 8th Ave. Sunday Services—11 a.m. and 7.30 p.m. Holy Communion every first Sunday at 11 a.m. and 7.30 p.m. Sunday School 2.30 p.m. Sunday Morning Band prayer meeting, 9 a.m.: [871, 865, 1071, 946]
paragraph: Mrs. Gertrude Jackson of Philadelphia is the guest of Miss Edyth James of Brooklyn.: [659, 570, 858, 605]
paragraph: Box 22 Mr. and Mrs. P. A. Payton and guests.: [446, 2051, 646, 2074]
ad-child-business: [1085, 310, 1276, 433]
paragraph: HOME MISSION SOCIETY—Second Wednesday in each month at 8 p.m. Rev. Adam C. Powell, D. D., Pastor, residence, 255 W. 134th street; phone Morningside 1509. At home from 1 to 2 p.m. daily and Thursday from 1 to 7 p.m.: [871, 973, 1071, 1042]
bottom-ads: [1085, 2336, 1473, 2454]
paragraph: Aaron Simmons, of Albany, spent Christmas Sunday with his sister, Mrs. D. K. Jackson, 127 Washington street. Miss Julia Graham was recently carried to her home at Washington, D. C., quite ill.: [871, 692, 1071, 749]
ford-body: Makes kinky, nappy or curly hair soft, glossy, silky and more pliable. Easy to dress up in any style. Does not cause the hair to turn red or gray, it merely lengthens and thickens it. Use Ford's Pomade on the hair and you will be pleased with the results. Price 25 cents a box.: [1289, 317, 1467, 388]
paragraph: Week Day Prayer Meetings—Tuesdays and Fridays at 8 p.m.: [871, 948, 1071, 970]
column-2: [228, 132, 441, 2060]
paragraph: The Sunday School of Shiloh Baptist Church, under the direction of the pastor, the Rev. Mr. Butts, and William Smith, the superintendent, held their annual Christmas tree entertainment last Thursday night.: [871, 217, 1071, 286]
paragraph: Miss Nettie Black has moved to 30 W. 133rd street.: [22, 169, 222, 192]
col3-recital-paragraphs: [446, 1404, 646, 2125]
masthead-title: NEWS OF GREATER NEW YORK: [56, 24, 1438, 108]
divider: [446, 1108, 646, 1109]
paragraph: Box 4 Miss Amanda Kemp and guests.: [457, 1608, 635, 1620]
paragraph: George Taylor, son of Mrs. J. M. Taylor, 244 West 53d street, is one of the colored boys employed as pages at Bretton Hall.: [22, 378, 222, 413]
brown-address: 146 WEST 53rd STREET: [1097, 2235, 1263, 2289]
clio-street: 135 WEST 136TH STREET: [1191, 1883, 1366, 1898]
ad-teachers-title: Important to School Teachers.: [1102, 449, 1258, 460]
gem-switch-label: SWITCHES 1-2 PRICE This Week Specialize G: [1086, 1328, 1180, 1363]
paragraph: Box 16 Mr. and Mrs. Hubert Riley and guests.: [446, 1899, 646, 1923]
paragraph: Box 30—Mr. and Mrs. Charles R. Christian and guests.: [659, 208, 858, 231]
paragraph: Last Thursday evening a young man about twenty-two years of age was caught robbing the home of Mrs. M. Taylor of 244 West 53d street. Mrs. Rhodes, mother of Mrs. Taylor, called Cyril Miller, a lodger, who succeeded in getting the man downstairs. Mrs. Taylor had the young man summoned to the Night Court in the street, where he was sentenced to seven months.: [234, 639, 434, 754]
lane-tel: Phone 4303 Morningside: [1322, 2341, 1434, 2352]
howell-tel: Telephone 3182 Harlem: [1324, 2129, 1431, 2140]
ford-cta: TRY FORD'S ROYAL WHITE SKIN LOTION FOR THE COMPLEXION. MAKES THE SKIN WHITE IMMEDIATELY UPON APPLICATION. WILL NOT IRRITATE THE MOST DELICATE SKIN. UNEXCELLED FOR ECZEMA, SALT RHEUM, PIMPLES, ROUGH SKIN AND FRECKLES.: [1289, 389, 1468, 488]
gem-caption-braids: Rolette Braids: [1300, 1359, 1377, 1371]
paragraph: Dr. Robert L. Cooper, 334 W. 59th street, Manhattan, beginning June 15th, 1912, his practice will be limited to electrolysis and surgery. His X-Ray laboratory, one of the best equipped in the city, will be at the disposal of physicians. A specialty will be made of obscure internal diseases.: [234, 874, 434, 966]
paragraph: Mr. Geo. C. W. Hicks, 272 Manhattan avenue, has returned to her home after having undergone a very serious operation at the New York Medical College.: [22, 633, 222, 679]
lane-ad: [1283, 2341, 1474, 2454]
undertakers-pair: [1085, 2125, 1473, 2330]
clio-hours: n Session, TUESDAYS, THURSDAYS, SATURDAYS, 11 a.m. to 5 p.m.: [1113, 1809, 1445, 1821]
paragraph: Dr. R. C. Fraser wishes to announce the removal of his office from 329 W. 39th street to 110 West 132nd street.: [22, 452, 222, 486]
paragraph: Mr. and Mrs. Wiley G. Overton announce the marriage of their daughter, Beulah A., to Wilber T. Drake, Tuesday December 24. Reception January 20.: [659, 973, 858, 1019]
paragraph: ST. JAMES PRESBYTERIAN CHURCH, 157 West 51st street, bet. 6th and 7th avenues. Rev. William R. Lawton, Pastor. Stated Supply. Preaching at 11 a.m. and 8 p.m. Prayer Meeting Wednesday evening at 8.15. Sunday school at 3 p.m. Y. P. S. C. E. 7 p.m. Holy Communion first Sunday in each month at 11 a.m. A CORDIAL WELCOME TO ALL.: [871, 1569, 1071, 1673]
paragraph: A few days ago the Bell Anderson Tabernacle, No. 16, Galilee Fishermen, gave a surprise to Mrs. Anna Smith, 55 Smith street, who has been confined to her bed for six weeks.: [871, 454, 1071, 512]
clio-city: New York City: [1385, 1944, 1466, 1956]
paragraph: MT. OLIVET BAPTIST CHURCH, 161 West 53d street, between 6th and 7th avenues. Rev. W. Hayes, D. D., Pastor. Preaching Sunday at 11 a.m. and 7.30 p.m. Sunday School 2.30 p.m. Prayer Meeting Wednesday evenings.: [871, 1260, 1071, 1330]
clio-address: Address: ADENA C. E. MINOTT: [1139, 1924, 1419, 1944]
headline-boxholders: Boxholders at Flying Squadron Entertainment: [457, 1114, 635, 1140]
ad-relief-title: INSTANT RELIEF ASSOCIATION: [1096, 141, 1264, 152]
hair-wig-image: [1302, 1233, 1375, 1292]
paragraph: The busiest time of the year is close at hand and now is the time to make your arrangements.: [22, 132, 222, 167]
hair-switch-image: [1093, 1369, 1173, 1420]
